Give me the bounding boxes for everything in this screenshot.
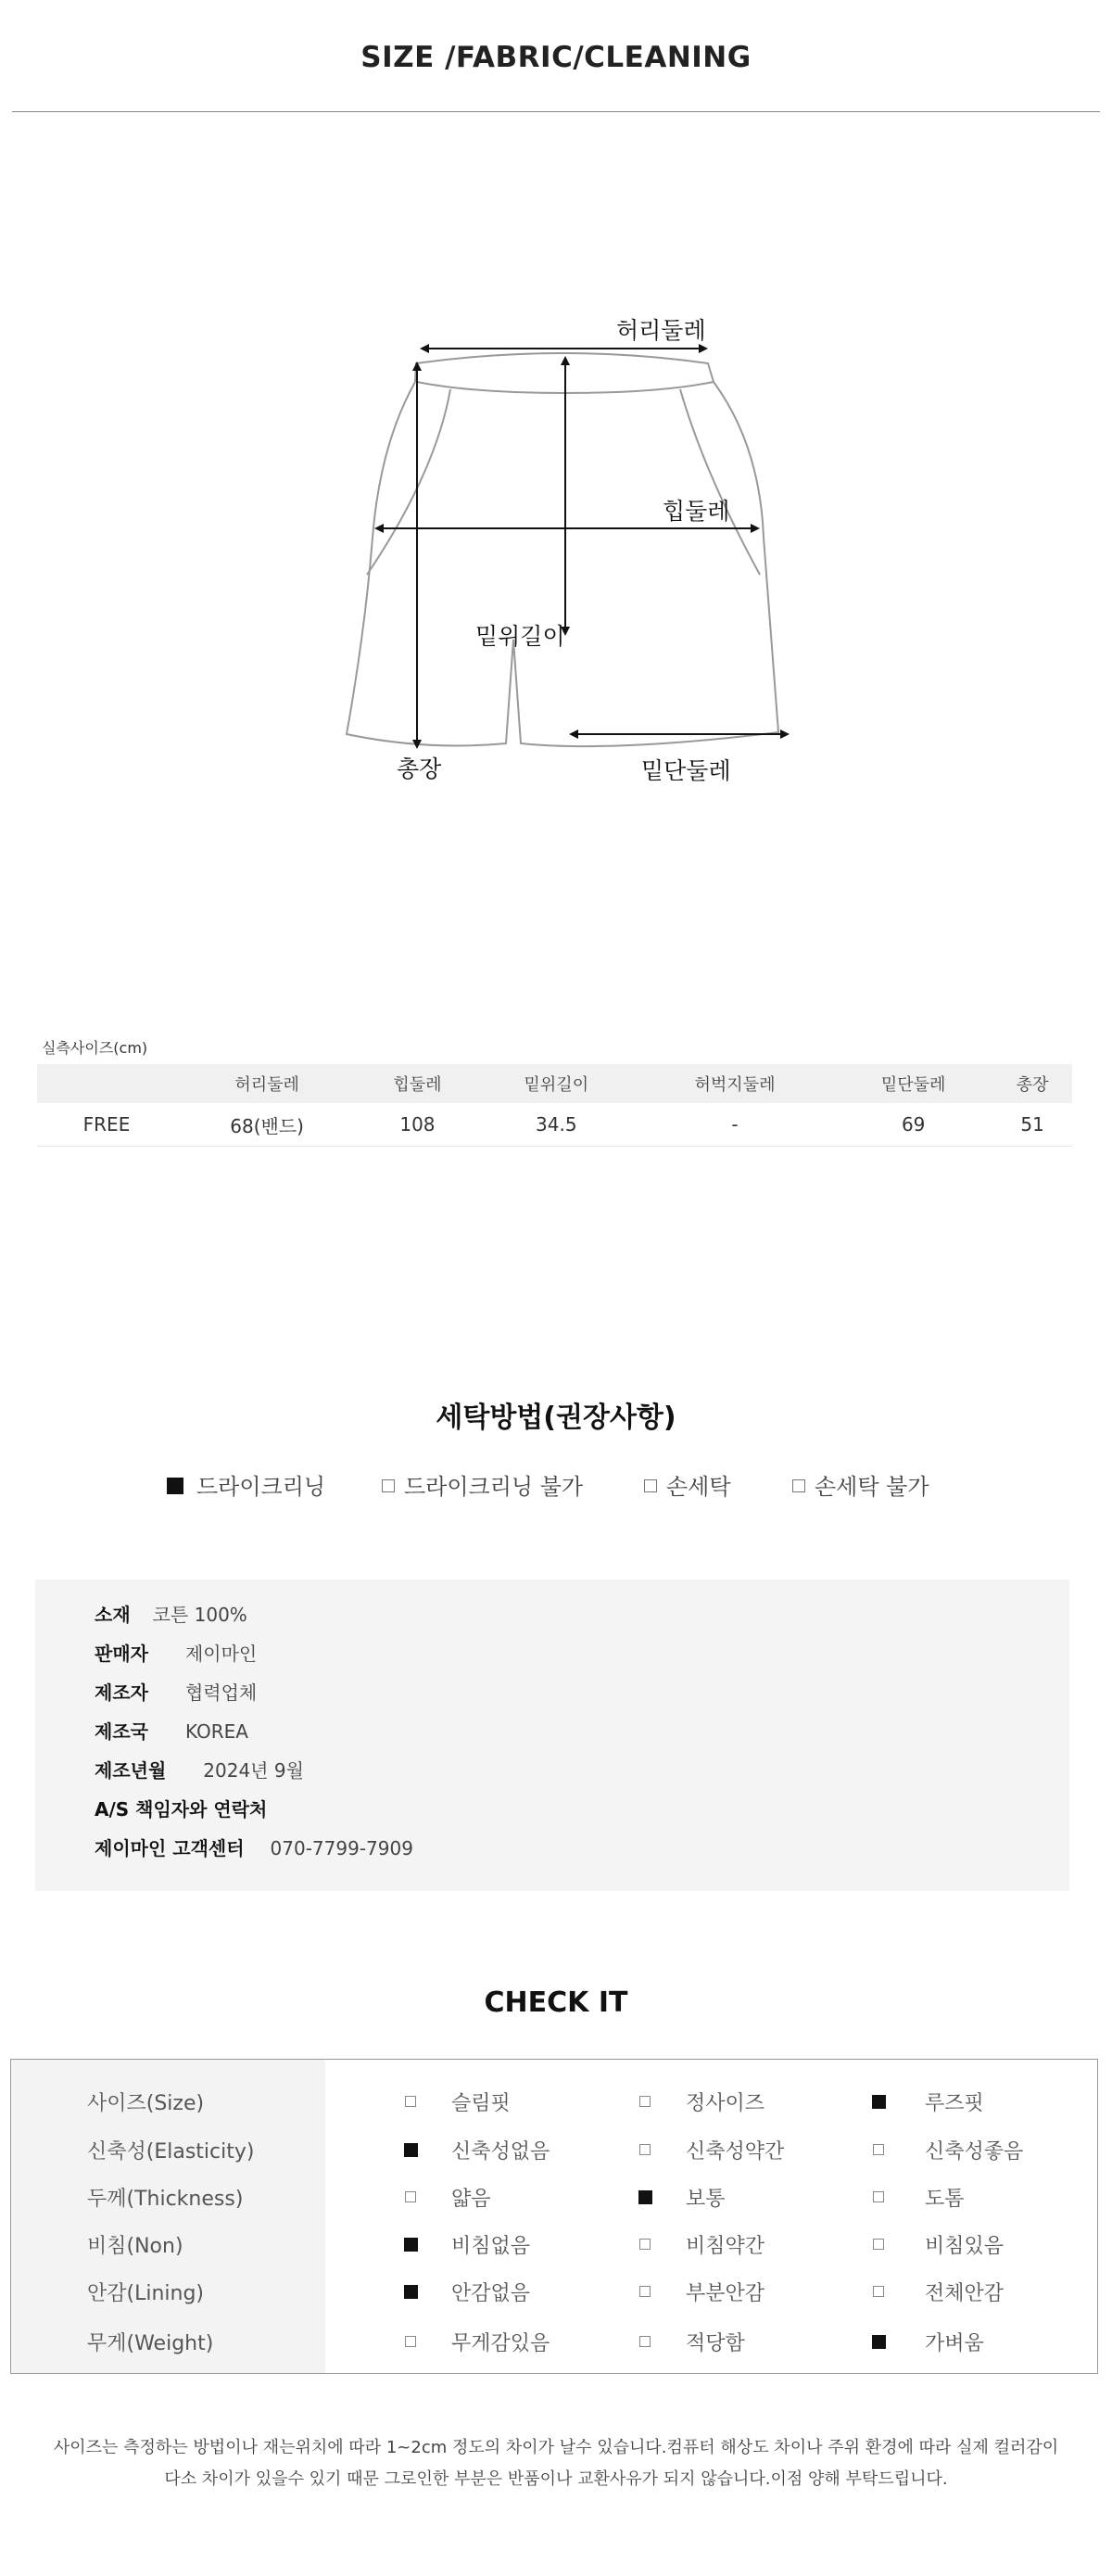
size-table-cell: 108 bbox=[358, 1103, 476, 1147]
checked-box-icon bbox=[167, 1478, 183, 1494]
check-option: 가벼움 bbox=[925, 2332, 984, 2355]
check-row-label: 사이즈(Size) bbox=[87, 2092, 205, 2115]
check-option: 비침있음 bbox=[925, 2235, 1005, 2258]
size-table-header: 밑단둘레 bbox=[834, 1064, 992, 1103]
check-option: 루즈핏 bbox=[925, 2092, 984, 2115]
shorts-outline bbox=[347, 353, 778, 746]
unchecked-box-icon bbox=[405, 2191, 416, 2202]
check-option: 도톰 bbox=[925, 2188, 965, 2211]
info-maker: 제조자 협력업체 bbox=[95, 1681, 258, 1704]
care-option-hand-wash: 손세탁 bbox=[644, 1468, 731, 1501]
checked-box-icon bbox=[872, 2335, 886, 2349]
checked-box-icon bbox=[404, 2143, 418, 2157]
hip-label: 힙둘레 bbox=[663, 498, 730, 525]
checked-box-icon bbox=[638, 2190, 652, 2204]
unchecked-box-icon bbox=[792, 1479, 805, 1492]
check-option: 슬림핏 bbox=[451, 2092, 511, 2115]
hem-label: 밑단둘레 bbox=[641, 757, 731, 784]
check-row-label: 신축성(Elasticity) bbox=[87, 2140, 255, 2164]
size-table-header: 밑위길이 bbox=[477, 1064, 636, 1103]
check-option: 비침약간 bbox=[686, 2235, 765, 2258]
care-option-dry-clean: 드라이크리닝 bbox=[167, 1468, 325, 1501]
care-option-no-hand-wash: 손세탁 불가 bbox=[792, 1468, 929, 1501]
size-table-cell: 51 bbox=[992, 1103, 1072, 1147]
checked-box-icon bbox=[404, 2238, 418, 2252]
size-table-cell: 68(밴드) bbox=[176, 1103, 358, 1147]
info-date: 제조년월 2024년 9월 bbox=[95, 1759, 304, 1782]
unchecked-box-icon bbox=[644, 1479, 657, 1492]
info-customer-center: 제이마인 고객센터 070-7799-7909 bbox=[95, 1837, 413, 1859]
length-label: 총장 bbox=[397, 755, 442, 782]
check-option: 신축성약간 bbox=[686, 2140, 785, 2164]
unchecked-box-icon bbox=[639, 2239, 651, 2250]
check-it-title: CHECK IT bbox=[484, 1986, 628, 2019]
info-material: 소재 코튼 100% bbox=[95, 1604, 247, 1626]
check-option: 적당함 bbox=[686, 2332, 745, 2355]
check-option: 보통 bbox=[686, 2188, 726, 2211]
info-as-contact: A/S 책임자와 연락처 bbox=[95, 1798, 268, 1821]
check-option: 신축성없음 bbox=[451, 2140, 550, 2164]
unchecked-box-icon bbox=[873, 2239, 884, 2250]
notice-line-2: 다소 차이가 있을수 있기 때문 그로인한 부분은 반품이나 교환사유가 되지 않습니다.이점 양해 부탁드립니다. bbox=[164, 2469, 948, 2489]
size-table-header: 허벅지둘레 bbox=[636, 1064, 834, 1103]
check-row-label: 비침(Non) bbox=[87, 2235, 183, 2258]
unchecked-box-icon bbox=[405, 2336, 416, 2347]
unchecked-box-icon bbox=[873, 2144, 884, 2155]
unchecked-box-icon bbox=[405, 2096, 416, 2107]
product-info-panel bbox=[35, 1580, 1069, 1891]
unchecked-box-icon bbox=[873, 2286, 884, 2297]
table-row bbox=[37, 1103, 1072, 1147]
check-row-label: 안감(Lining) bbox=[87, 2282, 205, 2305]
check-option: 전체안감 bbox=[925, 2282, 1005, 2305]
shorts-measurement-diagram bbox=[315, 297, 815, 797]
waist-label: 허리둘레 bbox=[616, 317, 706, 344]
size-table-header bbox=[37, 1064, 176, 1103]
size-table-header: 허리둘레 bbox=[176, 1064, 358, 1103]
size-table-header: 총장 bbox=[992, 1064, 1072, 1103]
check-it-table bbox=[10, 2059, 1098, 2374]
size-table-header-row bbox=[37, 1064, 1072, 1103]
check-row-label: 두께(Thickness) bbox=[87, 2188, 244, 2211]
unchecked-box-icon bbox=[639, 2336, 651, 2347]
checked-box-icon bbox=[872, 2095, 886, 2109]
check-option: 부분안감 bbox=[686, 2282, 765, 2305]
size-table-cell: - bbox=[636, 1103, 834, 1147]
unchecked-box-icon bbox=[873, 2191, 884, 2202]
size-table-header: 힙둘레 bbox=[358, 1064, 476, 1103]
info-country: 제조국 KOREA bbox=[95, 1720, 248, 1743]
check-row-label: 무게(Weight) bbox=[87, 2332, 214, 2355]
size-table-caption: 실측사이즈(cm) bbox=[42, 1039, 148, 1057]
page-title: SIZE /FABRIC/CLEANING bbox=[360, 41, 752, 74]
notice-line-1: 사이즈는 측정하는 방법이나 재는위치에 따라 1~2cm 정도의 차이가 날수 있습니다.컴퓨터 해상도 차이나 주위 환경에 따라 실제 컬러감이 bbox=[53, 2438, 1059, 2457]
header-divider bbox=[12, 111, 1100, 112]
size-table-cell: 34.5 bbox=[477, 1103, 636, 1147]
check-option: 신축성좋음 bbox=[925, 2140, 1024, 2164]
unchecked-box-icon bbox=[382, 1479, 395, 1492]
check-option: 무게감있음 bbox=[451, 2332, 550, 2355]
check-option: 비침없음 bbox=[451, 2235, 531, 2258]
check-option: 정사이즈 bbox=[686, 2092, 765, 2115]
info-seller: 판매자 제이마인 bbox=[95, 1643, 258, 1665]
unchecked-box-icon bbox=[639, 2144, 651, 2155]
check-option: 얇음 bbox=[451, 2188, 491, 2211]
checked-box-icon bbox=[404, 2285, 418, 2299]
size-table-cell: FREE bbox=[37, 1103, 176, 1147]
unchecked-box-icon bbox=[639, 2096, 651, 2107]
check-option: 안감없음 bbox=[451, 2282, 531, 2305]
size-table bbox=[37, 1064, 1072, 1147]
size-table-cell: 69 bbox=[834, 1103, 992, 1147]
unchecked-box-icon bbox=[639, 2286, 651, 2297]
rise-label: 밑위길이 bbox=[475, 623, 565, 650]
care-title: 세탁방법(권장사항) bbox=[436, 1402, 676, 1434]
care-option-no-dry-clean: 드라이크리닝 불가 bbox=[382, 1468, 583, 1501]
